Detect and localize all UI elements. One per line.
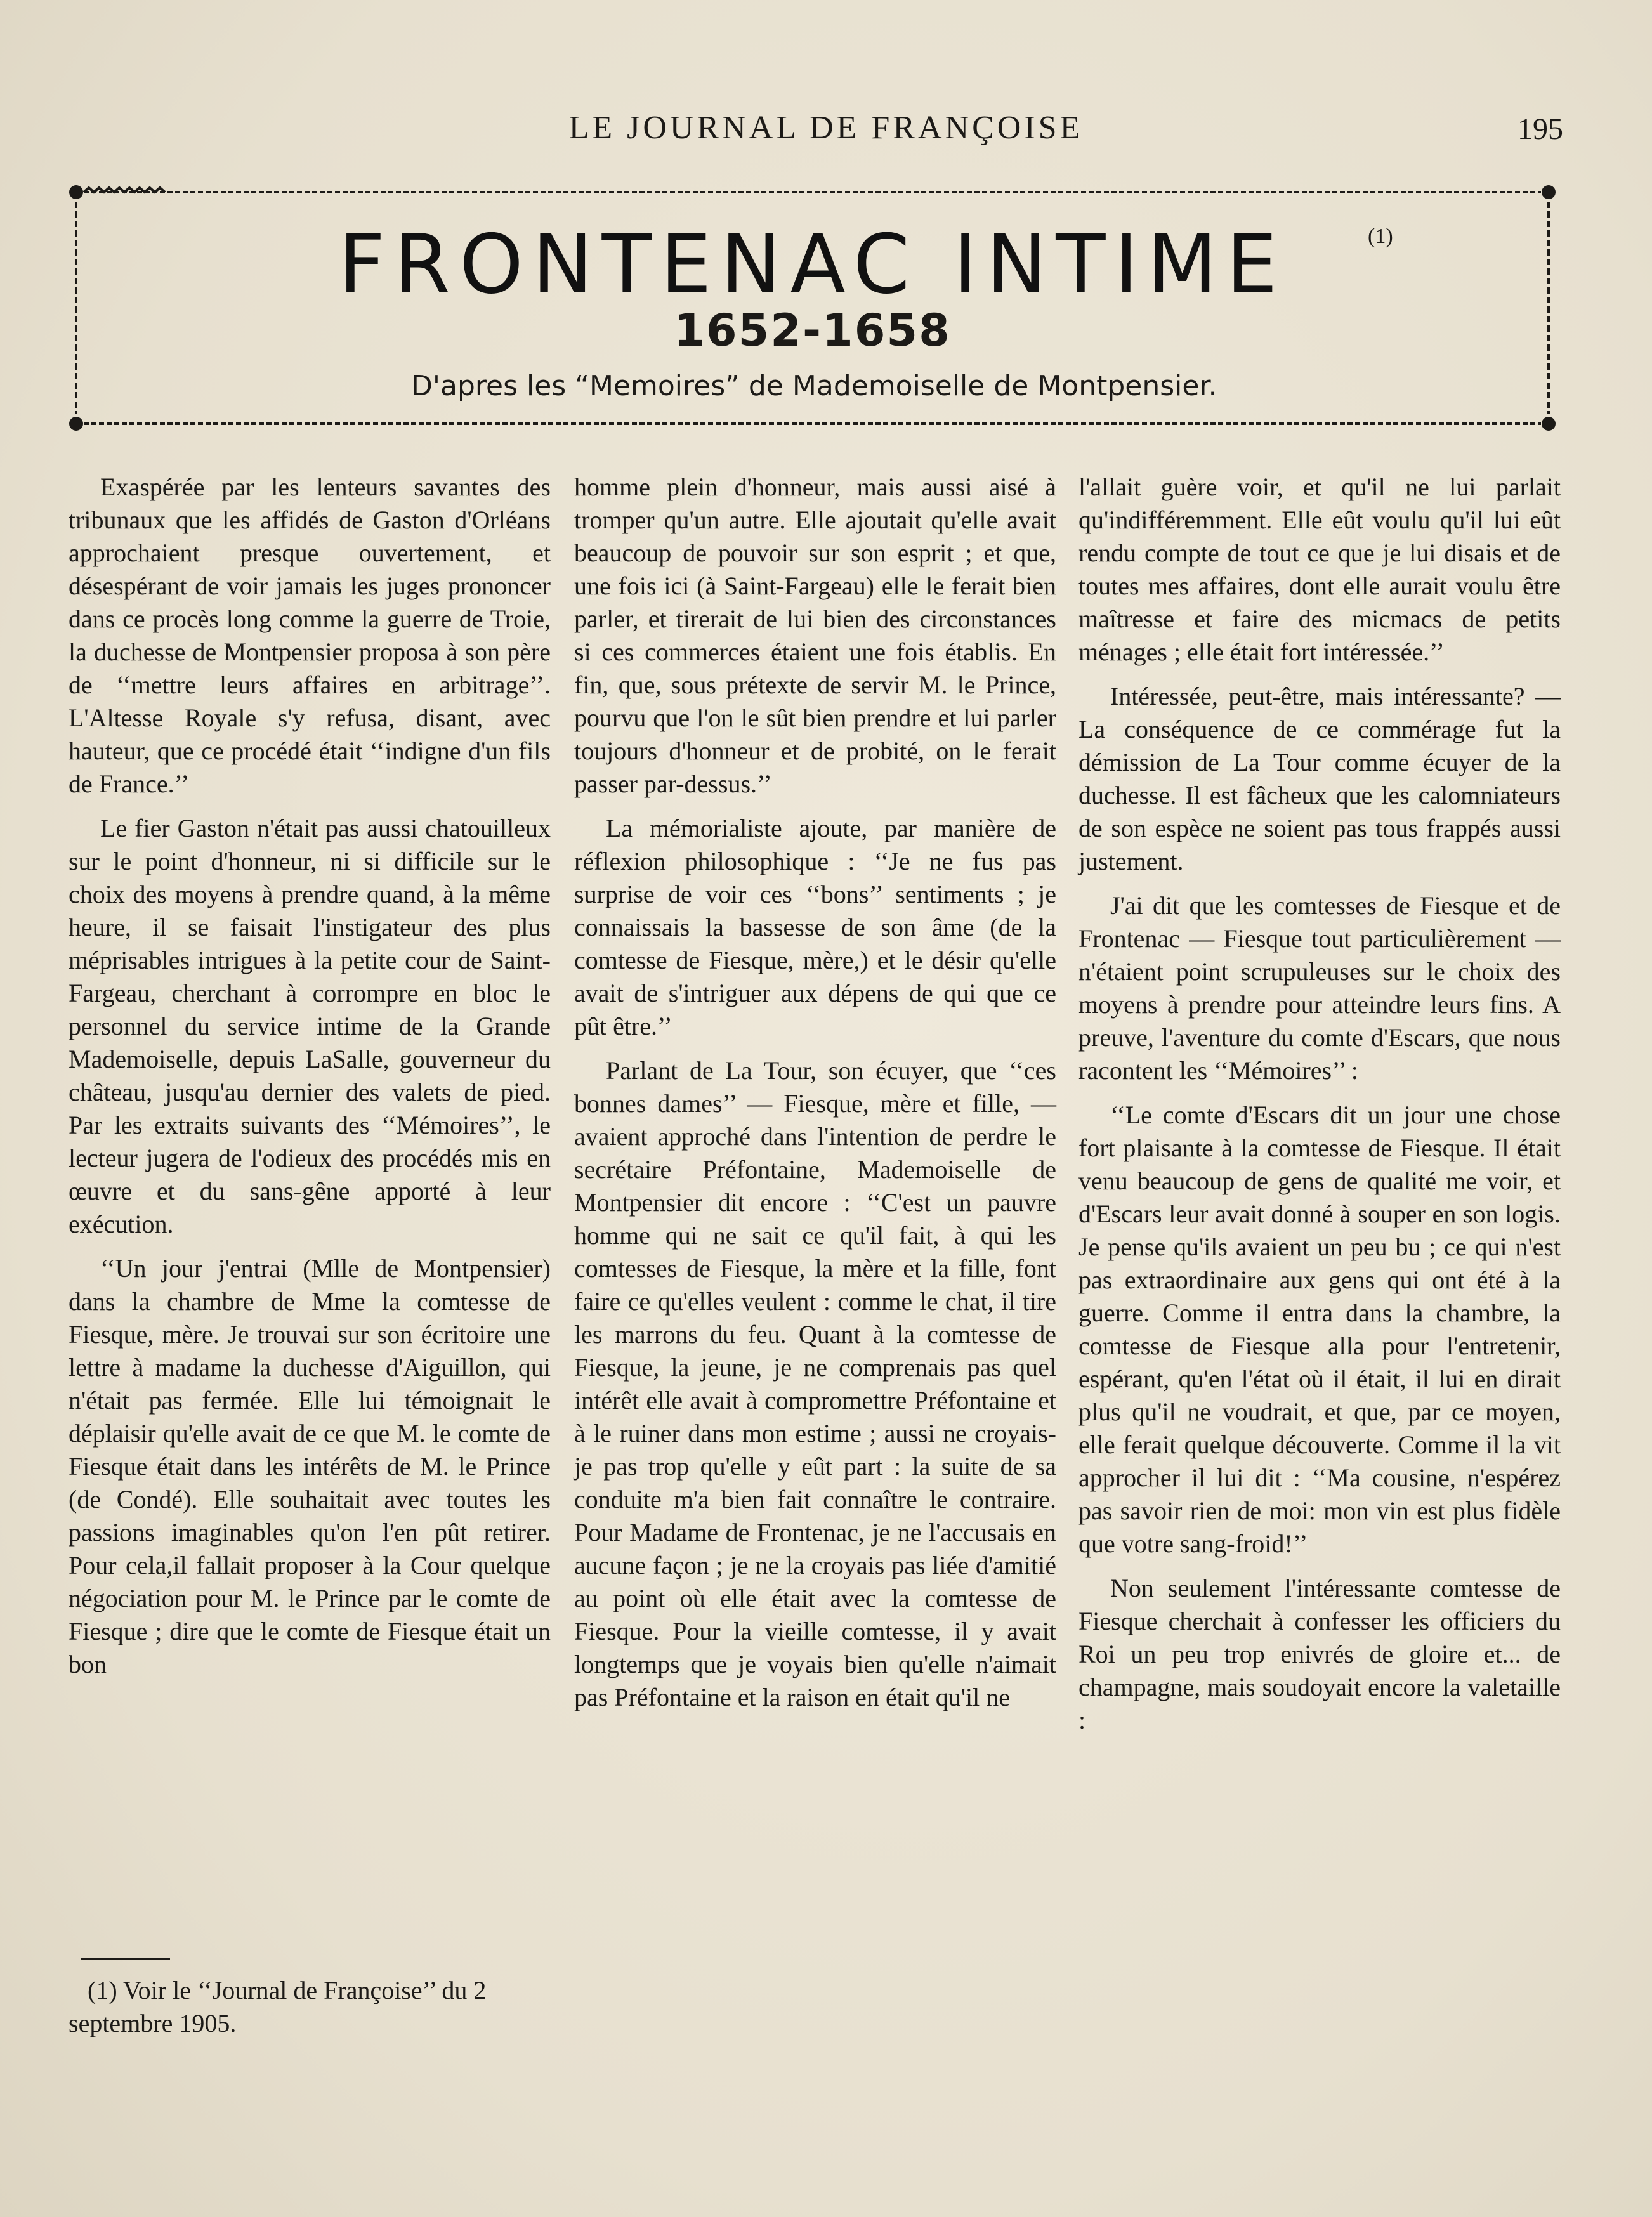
text-column-3 — [1078, 471, 1561, 1748]
title-box — [69, 183, 1556, 433]
paragraph: homme plein d'honneur, mais aussi aisé à tromper qu'un autre. Elle ajoutait qu'elle avait beaucoup de pouvoir sur son esprit ; et que, une fois ici (à Saint-Fargeau) elle le ferait bien parler, et tirerait de lui bien des circonstances si ces commerces étaient une fois établis. En fin, que, sous prétexte de servir M. le Prince, pourvu que l'on le sût bien prendre et lui parler toujours d'honneur et de probité, on le ferait passer par-dessus.’’ — [574, 473, 1056, 798]
paragraph: l'allait guère voir, et qu'il ne lui parlait qu'indifféremment. Elle eût voulu qu'il lui eût rendu compte de tout ce que je lui disais et de toutes mes affaires, dont elle aurait voulu être maîtresse et faire des micmacs de petits ménages ; elle était fort intéressée.’’ — [1078, 473, 1561, 666]
paragraph: J'ai dit que les comtesses de Fiesque et de Frontenac — Fiesque tout particulièrement — n'étaient point scrupuleuses sur le choix des moyens à prendre pour atteindre leurs fins. A preuve, l'aventure du comte d'Escars, que nous racontent les ‘‘Mémoires’’ : — [1078, 891, 1561, 1085]
paragraph: Intéressée, peut-être, mais intéressante? — La conséquence de ce commérage fut la démission de La Tour comme écuyer de la duchesse. Il est fâcheux que les calomniateurs de son espèce ne soient pas tous frappés aussi justement. — [1078, 682, 1561, 875]
page-header — [0, 109, 1652, 160]
running-title: LE JOURNAL DE FRANÇOISE — [568, 110, 1084, 146]
paragraph: La mémorialiste ajoute, par manière de réflexion philosophique : ‘‘Je ne fus pas surprise de voir ces ‘‘bons’’ sentiments ; je connaissais la bassesse de son âme (de la comtesse de Fiesque, mère,) et le désir qu'elle avait de s'intriguer aux dépens de qui que ce pût être.’’ — [574, 814, 1056, 1040]
title-footnote-marker: (1) — [1368, 225, 1393, 248]
footnote: (1) Voir le ‘‘Journal de Françoise’’ du 2 septembre 1905. — [69, 1976, 487, 2037]
paragraph: ‘‘Un jour j'entrai (Mlle de Montpensier) dans la chambre de Mme la comtesse de Fiesque, mère. Je trouvai sur son écritoire une lettre à madame la duchesse d'Aiguillon, qui n'était pas fermée. Elle lui témoignait le déplaisir qu'elle avait de ce que M. le comte de Fiesque était dans les intérêts de M. le Prince (de Condé). Elle souhaitait avec toutes les passions imaginables qu'on l'en pût retirer. Pour cela,il fallait proposer à la Cour quelque négociation pour M. le Prince par le comte de Fiesque ; dire que le comte de Fiesque était un bon — [69, 1254, 551, 1678]
article-dates: 1652-1658 — [674, 304, 951, 356]
wavy-border-top — [69, 183, 1556, 202]
text-column-1 — [69, 471, 551, 1692]
paragraph: Non seulement l'intéressante comtesse de Fiesque cherchait à confesser les officiers du Roi un peu trop enivrés de gloire et... de champagne, mais soudoyait encore la valetaille : — [1078, 1574, 1561, 1734]
article-title: FRONTENAC INTIME — [338, 218, 1287, 312]
paragraph: Le fier Gaston n'était pas aussi chatouilleux sur le point d'honneur, ni si difficile sur le choix des moyens à prendre quand, à la même heure, il se faisait l'instigateur des plus méprisables intrigues à la petite cour de Saint-Fargeau, cherchant à corrompre en bloc le personnel du service intime de la Grande Mademoiselle, depuis LaSalle, gouverneur du château, jusqu'au dernier des valets de pied. Par les extraits suivants des ‘‘Mémoires’’, le lecteur jugera de l'odieux des procédés mis en œuvre et du sans-gêne apporté à leur exécution. — [69, 814, 551, 1238]
footnote-rule — [81, 1958, 170, 1960]
paragraph: Parlant de La Tour, son écuyer, que ‘‘ces bonnes dames’’ — Fiesque, mère et fille, — avaient approché dans l'intention de perdre le secrétaire Préfontaine, Mademoiselle de Montpensier dit encore : ‘‘C'est un pauvre homme qui ne sait ce qu'il fait, à qui les comtesses de Fiesque, la mère et la fille, font faire ce qu'elles veulent : comme le chat, il tire les marrons du feu. Quant à la comtesse de Fiesque, la jeune, je ne comprenais pas quel intérêt elle avait à compromettre Préfontaine et à le ruiner dans mon estime ; aussi ne croyais-je pas trop qu'elle y eût part : la suite de sa conduite m'a bien fait connaître le contraire. Pour Madame de Frontenac, je ne l'accusais en aucune façon ; je ne la croyais pas liée d'amitié au point où elle était avec la comtesse de Fiesque. Pour la vieille comtesse, il y avait longtemps que je voyais bien qu'elle n'aimait pas Préfontaine et la raison en était qu'il ne — [574, 1056, 1056, 1711]
wavy-border-bottom — [69, 414, 1556, 433]
paragraph: ‘‘Le comte d'Escars dit un jour une chose fort plaisante à la comtesse de Fiesque. Il était venu beaucoup de gens de qualité me voir, et d'Escars leur avait donné à souper en son logis. Je pense qu'ils avaient un peu bu ; ce qui n'est pas extraordinaire aux gens qui ont été à la guerre. Comme il entra dans la chambre, la comtesse de Fiesque alla pour l'entretenir, espérant, qu'en l'état où il était, il lui en dirait plus qu'il ne voudrait, et que, par ce moyen, elle ferait quelque découverte. Comme il la vit approcher il lui dit : ‘‘Ma cousine, n'espérez pas savoir rien de moi: mon vin est plus fidèle que votre sang-froid!’’ — [1078, 1101, 1561, 1558]
text-column-2 — [574, 471, 1056, 1725]
page-number: 195 — [1518, 112, 1563, 146]
paragraph: Exaspérée par les lenteurs savantes des tribunaux que les affidés de Gaston d'Orléans approchaient presque ouvertement, et désespérant de voir jamais les juges prononcer dans ce procès long comme la guerre de Troie, la duchesse de Montpensier proposa à son père de ‘‘mettre leurs affaires en arbitrage’’. L'Altesse Royale s'y refusa, disant, avec hauteur, que ce procédé était ‘‘indigne d'un fils de France.’’ — [69, 473, 551, 798]
article-subtitle: D'apres les “Memoires” de Mademoiselle de Montpensier. — [411, 370, 1217, 402]
